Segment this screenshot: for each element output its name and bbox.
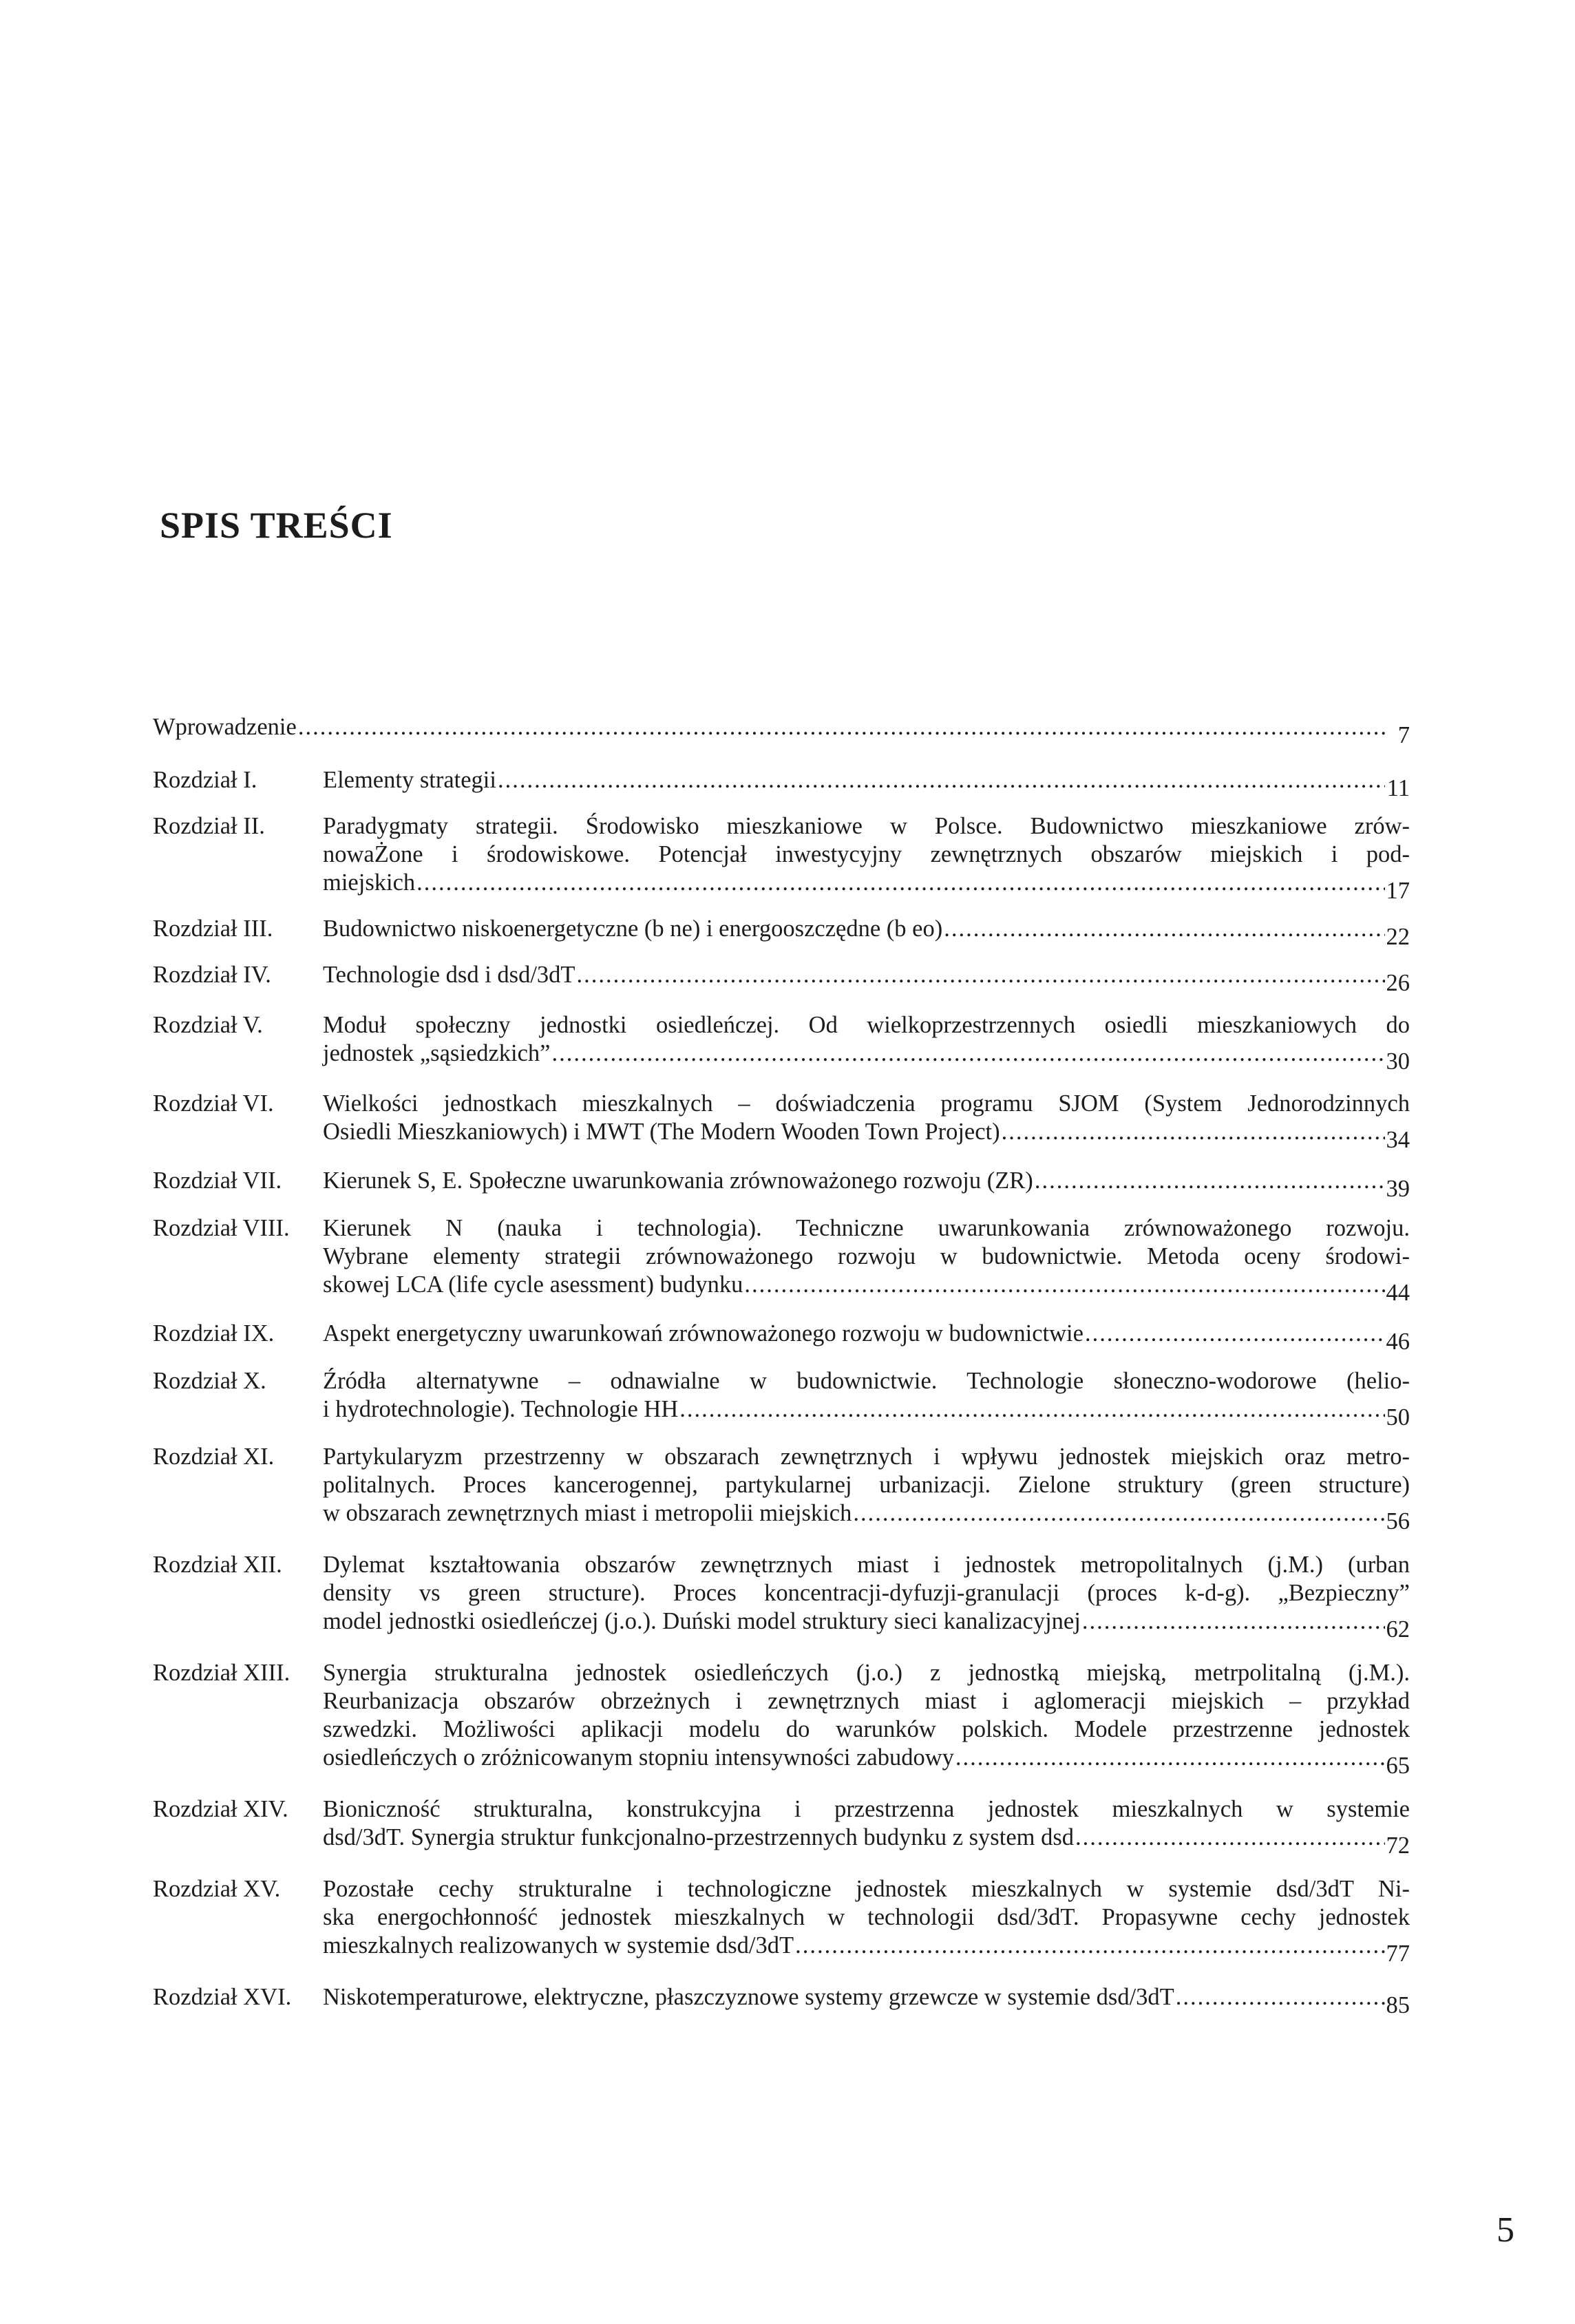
entry-body (153, 713, 1410, 748)
entry-body (323, 1659, 1410, 1779)
entry-title: Technologie dsd i dsd/3dT (323, 962, 575, 988)
toc-entry (153, 1214, 1410, 1306)
entry-body (323, 1011, 1410, 1075)
entry-text-line: Reurbanizacja obszarów obrzeżnych i zewnętrznych miast i aglomeracji miejskich – przykład (323, 1688, 1410, 1714)
entry-body (323, 766, 1410, 801)
chapter-label: Rozdział XIV. (153, 1796, 288, 1822)
entry-title: Niskotemperaturowe, elektryczne, płaszczyznowe systemy grzewcze w systemie dsd/3dT (323, 1984, 1174, 2010)
page-folio: 5 (1497, 2210, 1514, 2250)
toc-entry (153, 1659, 1410, 1779)
toc-entry (153, 766, 1410, 801)
entry-last-line (323, 1167, 1410, 1202)
chapter-label: Rozdział I. (153, 767, 257, 793)
toc-entry (153, 812, 1410, 904)
page-number: 77 (1386, 1941, 1410, 1967)
page-number: 34 (1386, 1127, 1410, 1153)
entry-text-line: nowaŻone i środowiskowe. Potencjał inwestycyjny zewnętrznych obszarów miejskich i pod- (323, 841, 1410, 867)
chapter-label: Rozdział II. (153, 813, 265, 839)
entry-body (323, 1090, 1410, 1153)
entry-last-line (323, 1320, 1410, 1355)
dot-leader (552, 1039, 1385, 1068)
entry-body (323, 915, 1410, 950)
entry-body (323, 1214, 1410, 1306)
dot-leader (498, 766, 1385, 794)
entry-text-line: politalnych. Proces kancerogennej, partykularnej urbanizacji. Zielone struktury (green structure) (323, 1472, 1410, 1498)
chapter-label: Rozdział XII. (153, 1552, 282, 1578)
entry-last-line (323, 1607, 1410, 1642)
page-number: 46 (1386, 1329, 1410, 1355)
chapter-label: Rozdział V. (153, 1012, 263, 1038)
entry-last-line (323, 961, 1410, 996)
page-number: 11 (1386, 775, 1410, 801)
entry-title: Aspekt energetyczny uwarunkowań zrównoważonego rozwoju w budownictwie (323, 1320, 1084, 1346)
toc-entry (153, 1320, 1410, 1355)
chapter-label: Rozdział III. (153, 916, 273, 942)
entry-text-line: Pozostałe cechy strukturalne i technologiczne jednostek mieszkalnych w systemie dsd/3dT Ni- (323, 1876, 1410, 1902)
page-number: 85 (1386, 1992, 1410, 2018)
page-number: 72 (1386, 1832, 1410, 1859)
dot-leader (955, 1744, 1385, 1772)
toc-entry (153, 1443, 1410, 1534)
page-number: 39 (1386, 1176, 1410, 1202)
page-number: 50 (1386, 1404, 1410, 1430)
page-number: 7 (1397, 722, 1410, 748)
toc-entry (153, 1090, 1410, 1153)
entry-last-line (323, 1395, 1410, 1430)
dot-leader (1075, 1824, 1384, 1852)
entry-text-line: Moduł społeczny jednostki osiedleńczej. Od wielkoprzestrzennych osiedli mieszkaniowych do (323, 1012, 1410, 1038)
entry-body (323, 812, 1410, 904)
entry-text-line: szwedzki. Możliwości aplikacji modelu do warunków polskich. Modele przestrzenne jednostek (323, 1716, 1410, 1742)
entry-last-line (323, 915, 1410, 950)
chapter-label: Rozdział XI. (153, 1444, 275, 1470)
chapter-label: Rozdział IX. (153, 1320, 275, 1346)
entry-last-line (323, 1932, 1410, 1967)
dot-leader (1085, 1320, 1385, 1348)
entry-text-line: Paradygmaty strategii. Środowisko mieszkaniowe w Polsce. Budownictwo mieszkaniowe zrów- (323, 813, 1410, 839)
entry-title: Osiedli Mieszkaniowych) i MWT (The Modern Wooden Town Project) (323, 1119, 1000, 1145)
entry-body (323, 961, 1410, 996)
entry-body (323, 1367, 1410, 1430)
entry-title: i hydrotechnologie). Technologie HH (323, 1396, 679, 1422)
entry-last-line (323, 1824, 1410, 1859)
dot-leader (1082, 1607, 1385, 1636)
entry-title: Budownictwo niskoenergetyczne (b ne) i energooszczędne (b eo) (323, 916, 943, 942)
entry-body (323, 1443, 1410, 1534)
entry-title: miejskich (323, 869, 416, 896)
entry-body (323, 1795, 1410, 1859)
entry-body (323, 1983, 1410, 2018)
page-number: 44 (1386, 1280, 1410, 1306)
page-number: 26 (1386, 970, 1410, 996)
toc-entry (153, 915, 1410, 950)
entry-text-line: density vs green structure). Proces koncentracji-dyfuzji-granulacji (proces k-d-g). „Bezpieczny” (323, 1580, 1410, 1606)
entry-title: Wprowadzenie (153, 714, 297, 740)
entry-last-line (323, 1499, 1410, 1534)
entry-title: Kierunek S, E. Społeczne uwarunkowania zrównoważonego rozwoju (ZR) (323, 1168, 1033, 1194)
chapter-label: Rozdział VII. (153, 1168, 282, 1194)
chapter-label: Rozdział XVI. (153, 1984, 292, 2010)
dot-leader (577, 961, 1385, 989)
entry-text-line: Źródła alternatywne – odnawialne w budownictwie. Technologie słoneczno-wodorowe (helio- (323, 1368, 1410, 1394)
chapter-label: Rozdział XIII. (153, 1660, 290, 1686)
entry-text-line: ska energochłonność jednostek mieszkalnych w technologii dsd/3dT. Propasywne cechy jednostek (323, 1904, 1410, 1930)
entry-title: jednostek „sąsiedzkich” (323, 1040, 551, 1066)
dot-leader (944, 915, 1384, 943)
page-number: 65 (1386, 1753, 1410, 1779)
dot-leader (416, 869, 1384, 897)
entry-title: model jednostki osiedleńczej (j.o.). Duński model struktury sieci kanalizacyjnej (323, 1608, 1081, 1634)
entry-title: skowej LCA (life cycle asessment) budynku (323, 1271, 743, 1298)
dot-leader (1002, 1118, 1385, 1146)
entry-last-line (153, 713, 1410, 748)
chapter-label: Rozdział XV. (153, 1876, 281, 1902)
page-number: 22 (1386, 924, 1410, 950)
entry-body (323, 1875, 1410, 1967)
entry-body (323, 1167, 1410, 1202)
page-number: 56 (1386, 1508, 1410, 1534)
dot-leader (679, 1395, 1384, 1424)
page-title: SPIS TREŚCI (160, 505, 393, 546)
dot-leader (795, 1932, 1384, 1960)
toc-entry (153, 1011, 1410, 1075)
entry-last-line (323, 869, 1410, 904)
chapter-label: Rozdział VI. (153, 1090, 274, 1117)
dot-leader (298, 713, 1385, 741)
page-number: 17 (1386, 878, 1410, 904)
entry-text-line: Kierunek N (nauka i technologia). Techniczne uwarunkowania zrównoważonego rozwoju. (323, 1215, 1410, 1241)
page-number: 30 (1386, 1048, 1410, 1075)
entry-text-line: Synergia strukturalna jednostek osiedleńczych (j.o.) z jednostką miejską, metrpolitalną (j.M.). (323, 1660, 1410, 1686)
toc-entry (153, 961, 1410, 996)
entry-text-line: Dylemat kształtowania obszarów zewnętrznych miast i jednostek metropolitalnych (j.M.) (urban (323, 1552, 1410, 1578)
entry-title: Elementy strategii (323, 767, 496, 793)
toc-entry (153, 1551, 1410, 1642)
entry-text-line: Bioniczność strukturalna, konstrukcyjna i przestrzenna jednostek mieszkalnych w systemie (323, 1796, 1410, 1822)
dot-leader (744, 1271, 1384, 1299)
toc-entry (153, 1875, 1410, 1967)
toc-entry-intro (153, 713, 1410, 748)
entry-last-line (323, 1271, 1410, 1306)
entry-text-line: Wielkości jednostkach mieszkalnych – doświadczenia programu SJOM (System Jednorodzinnych (323, 1090, 1410, 1117)
entry-text-line: Wybrane elementy strategii zrównoważonego rozwoju w budownictwie. Metoda oceny środowi- (323, 1243, 1410, 1269)
toc-entry (153, 1367, 1410, 1430)
entry-title: dsd/3dT. Synergia struktur funkcjonalno-przestrzennych budynku z system dsd (323, 1824, 1075, 1850)
dot-leader (1176, 1983, 1385, 2011)
entry-title: mieszkalnych realizowanych w systemie dsd/3dT (323, 1932, 794, 1958)
entry-title: osiedleńczych o zróżnicowanym stopniu intensywności zabudowy (323, 1744, 954, 1771)
entry-last-line (323, 1983, 1410, 2018)
chapter-label: Rozdział VIII. (153, 1215, 290, 1241)
entry-body (323, 1320, 1410, 1355)
page-number: 62 (1386, 1616, 1410, 1642)
entry-title: w obszarach zewnętrznych miast i metropolii miejskich (323, 1500, 852, 1526)
entry-last-line (323, 1118, 1410, 1153)
entry-last-line (323, 766, 1410, 801)
table-of-contents (153, 713, 1410, 2031)
toc-entry (153, 1983, 1410, 2018)
dot-leader (853, 1499, 1384, 1528)
entry-last-line (323, 1039, 1410, 1075)
toc-entry (153, 1795, 1410, 1859)
dot-leader (1035, 1167, 1385, 1195)
entry-body (323, 1551, 1410, 1642)
entry-last-line (323, 1744, 1410, 1779)
toc-entry (153, 1167, 1410, 1202)
chapter-label: Rozdział IV. (153, 962, 271, 988)
entry-text-line: Partykularyzm przestrzenny w obszarach zewnętrznych i wpływu jednostek miejskich oraz metro- (323, 1444, 1410, 1470)
chapter-label: Rozdział X. (153, 1368, 266, 1394)
